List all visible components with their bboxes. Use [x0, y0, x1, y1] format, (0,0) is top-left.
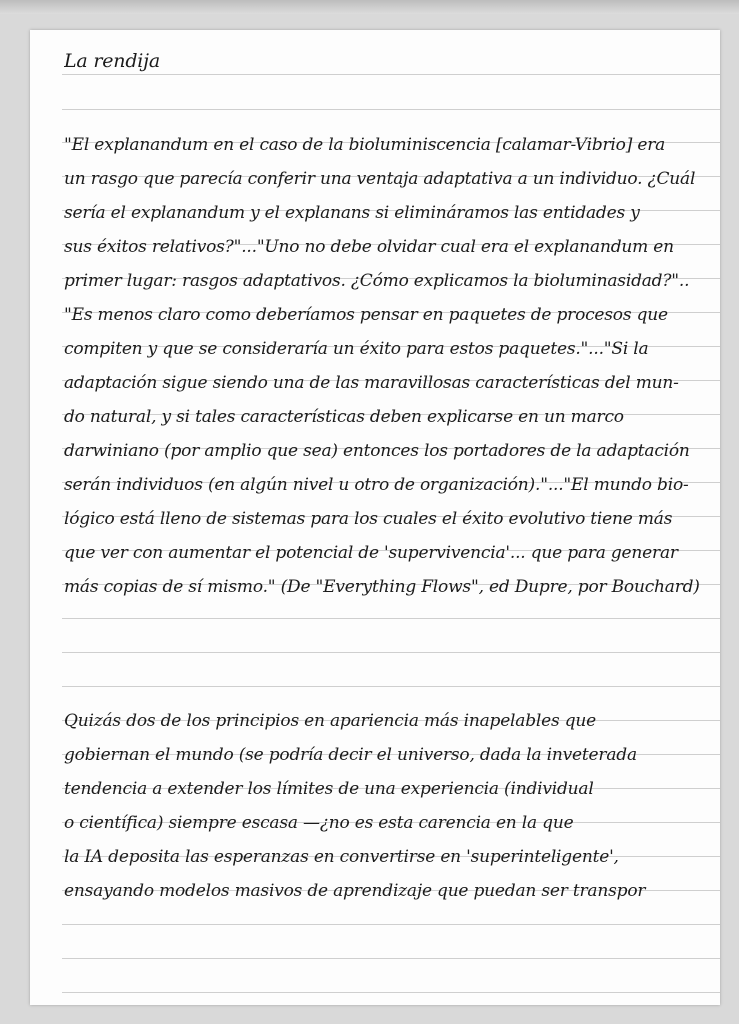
ruled-line	[62, 686, 720, 687]
ruled-line	[62, 924, 720, 925]
ruled-line	[62, 992, 720, 993]
ruled-line	[62, 958, 720, 959]
body-line: gobiernan el mundo (se podría decir el universo, dada la inveterada	[64, 745, 637, 765]
quote-line: un rasgo que parecía conferir una ventaja adaptativa a un individuo. ¿Cuál	[64, 169, 696, 189]
ruled-line	[62, 618, 720, 619]
quote-line: primer lugar: rasgos adaptativos. ¿Cómo explicamos la bioluminasidad?"..	[64, 271, 690, 291]
ruled-line	[62, 74, 720, 75]
quote-line: sería el explanandum y el explanans si elimináramos las entidades y	[64, 203, 640, 223]
body-line: la IA deposita las esperanzas en convertirse en 'superinteligente',	[64, 847, 619, 867]
quote-line: compiten y que se consideraría un éxito para estos paquetes."..."Si la	[64, 339, 649, 359]
quote-line: más copias de sí mismo." (De "Everything Flows", ed Dupre, por Bouchard)	[64, 577, 700, 597]
window-top-shadow	[0, 0, 739, 14]
notebook-page	[30, 30, 720, 1005]
body-line: o científica) siempre escasa —¿no es esta carencia en la que	[64, 813, 574, 833]
body-line: Quizás dos de los principios en apariencia más inapelables que	[64, 711, 597, 731]
quote-line: que ver con aumentar el potencial de 'supervivencia'... que para generar	[64, 543, 678, 563]
ruled-line	[62, 109, 720, 110]
quote-line: "Es menos claro como deberíamos pensar en paquetes de procesos que	[64, 305, 668, 325]
quote-line: adaptación sigue siendo una de las maravillosas características del mun-	[64, 373, 679, 393]
body-line: ensayando modelos masivos de aprendizaje que puedan ser transpor	[64, 881, 646, 901]
quote-line: "El explanandum en el caso de la bioluminiscencia [calamar-Vibrio] era	[64, 135, 666, 155]
quote-line: do natural, y si tales características deben explicarse en un marco	[64, 407, 624, 427]
quote-line: lógico está lleno de sistemas para los cuales el éxito evolutivo tiene más	[64, 509, 673, 529]
quote-line: darwiniano (por amplio que sea) entonces los portadores de la adaptación	[64, 441, 690, 461]
quote-line: serán individuos (en algún nivel u otro de organización)."..."El mundo bio-	[64, 475, 689, 495]
note-title: La rendija	[64, 50, 161, 72]
body-line: tendencia a extender los límites de una experiencia (individual	[64, 779, 594, 799]
ruled-line	[62, 652, 720, 653]
quote-line: sus éxitos relativos?"..."Uno no debe olvidar cual era el explanandum en	[64, 237, 674, 257]
